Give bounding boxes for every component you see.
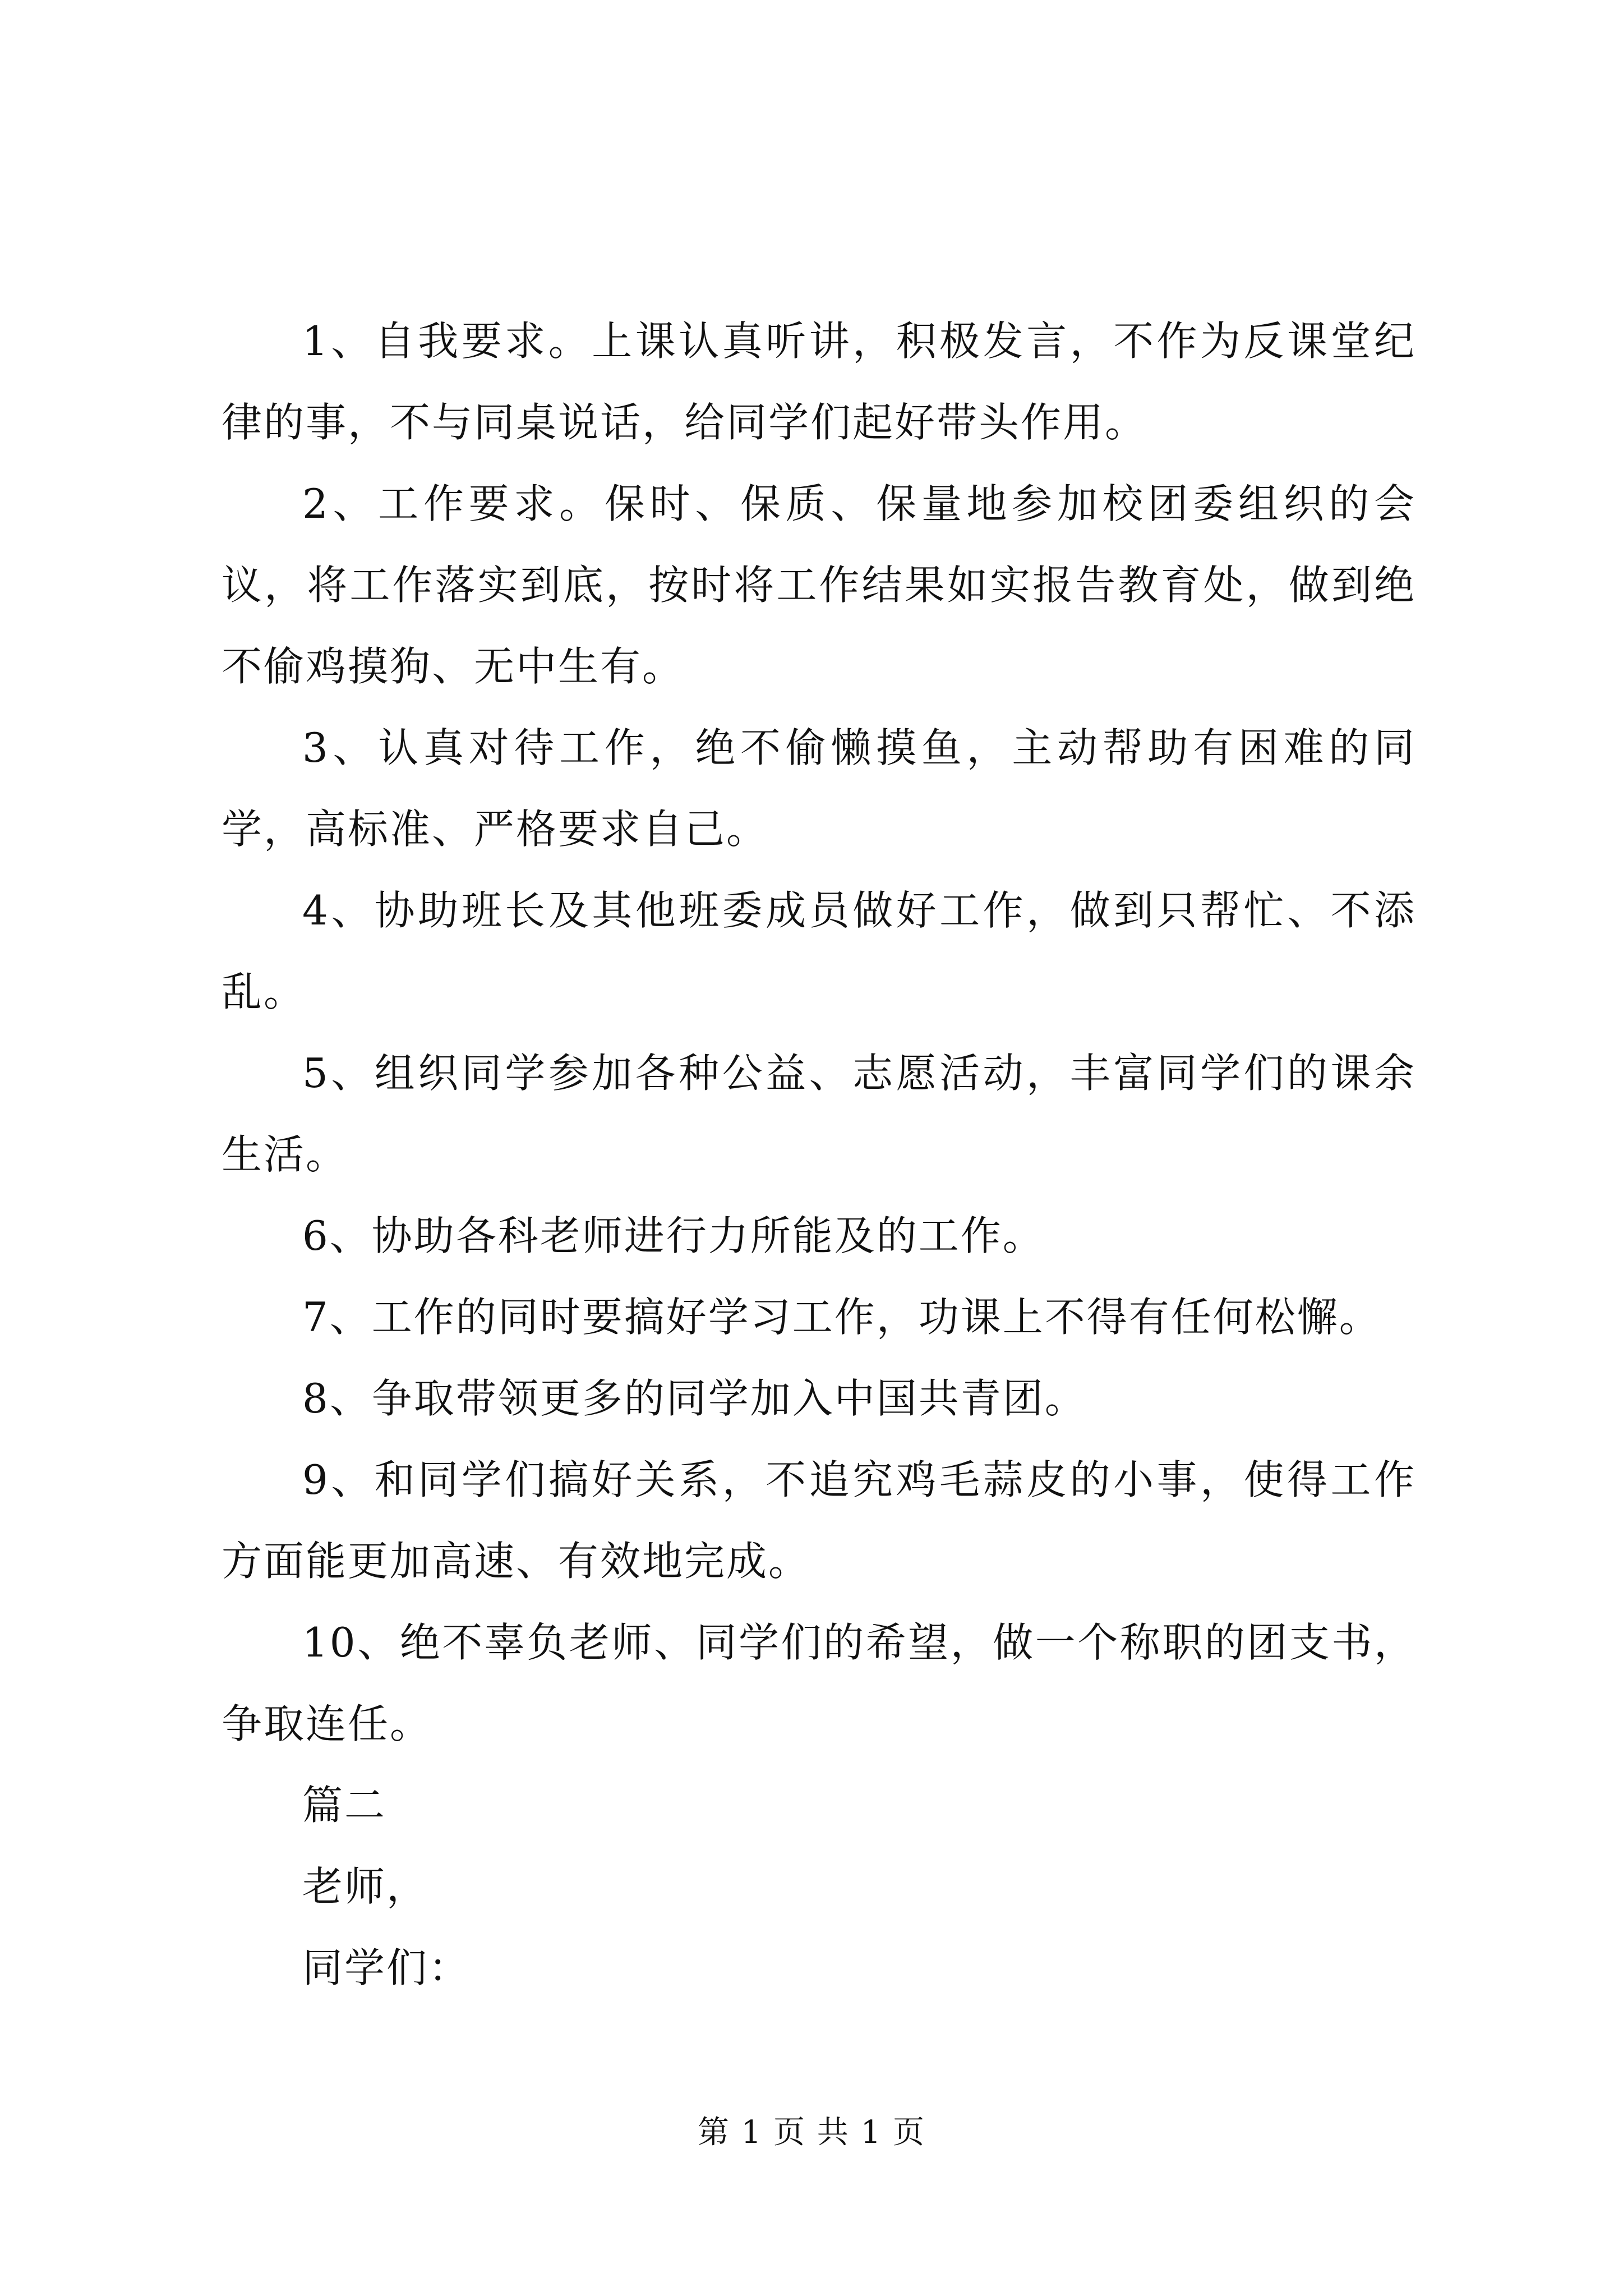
- list-item: 9、和同学们搞好关系，不追究鸡毛蒜皮的小事，使得工作方面能更加高速、有效地完成。: [222, 1456, 1416, 1585]
- list-item: 2、工作要求。保时、保质、保量地参加校团委组织的会议，将工作落实到底，按时将工作结果如实报告教育处，做到绝不偷鸡摸狗、无中生有。: [222, 480, 1416, 690]
- salutation-line: 同学们：: [302, 1944, 471, 1991]
- list-item: 5、组织同学参加各种公益、志愿活动，丰富同学们的课余生活。: [222, 1050, 1416, 1178]
- salutation-line: 老师，: [302, 1863, 429, 1910]
- page-footer: 第 1 页 共 1 页: [697, 2114, 926, 2151]
- list-item: 1、自我要求。上课认真听讲，积极发言，不作为反课堂纪律的事，不与同桌说话，给同学们起好带头作用。: [222, 318, 1416, 446]
- section-heading: 篇二: [302, 1782, 387, 1829]
- document-body: [222, 301, 1416, 2009]
- list-item: 4、协助班长及其他班委成员做好工作，做到只帮忙、不添乱。: [222, 887, 1416, 1015]
- list-item: 10、绝不辜负老师、同学们的希望，做一个称职的团支书，争取连任。: [222, 1619, 1416, 1747]
- list-item: 3、认真对待工作，绝不偷懒摸鱼，主动帮助有困难的同学，高标准、严格要求自己。: [222, 724, 1416, 853]
- list-item: 8、争取带领更多的同学加入中国共青团。: [302, 1375, 1087, 1422]
- list-item: 7、工作的同时要搞好学习工作，功课上不得有任何松懈。: [302, 1294, 1381, 1341]
- list-item: 6、协助各科老师进行力所能及的工作。: [302, 1212, 1045, 1259]
